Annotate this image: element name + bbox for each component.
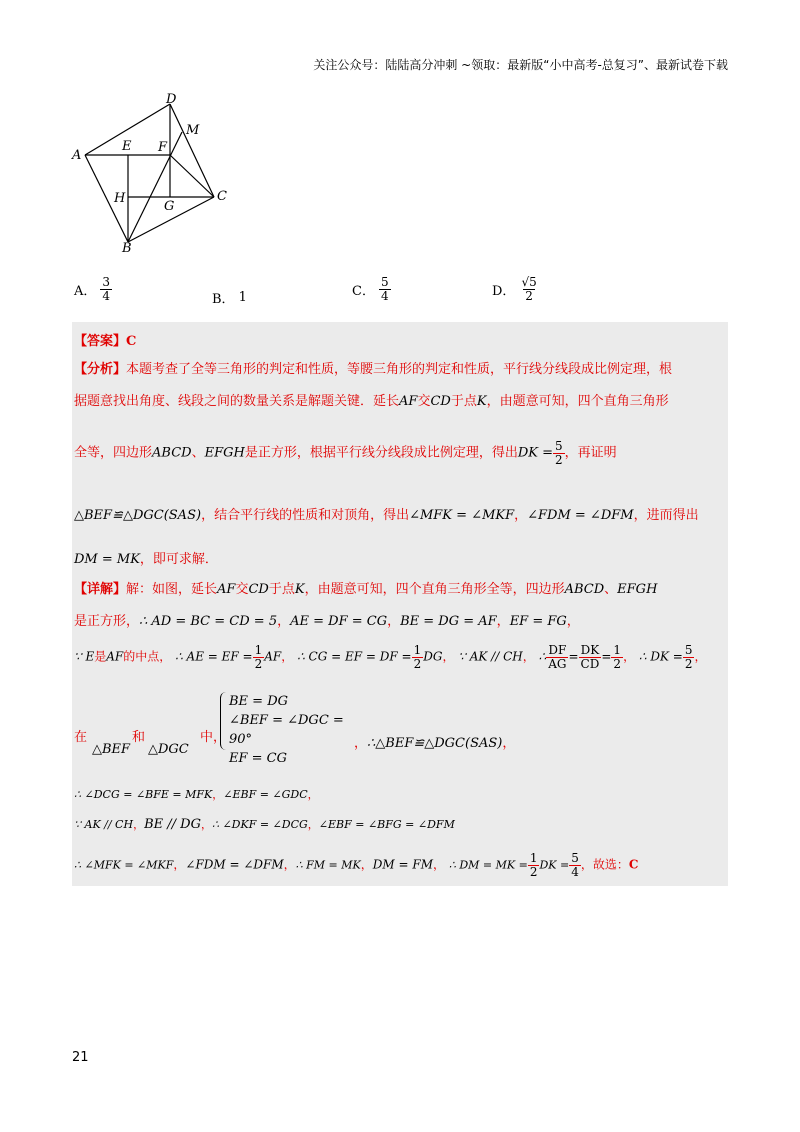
analysis-text-3b: 是正方形，根据平行线分线段成比例定理，得出	[244, 445, 518, 461]
geometry-figure	[66, 92, 236, 254]
math-abcd: ABCD	[564, 582, 605, 597]
fraction	[569, 852, 581, 878]
detail-line-1	[74, 578, 726, 597]
answer-value: C	[126, 334, 137, 349]
math-expr: ∠FDM = ∠DFM	[185, 857, 284, 872]
answer-line	[74, 330, 726, 349]
math-congruence: ∴△BEF≌△DGC(SAS)	[367, 736, 503, 751]
choice-d-letter: D．	[492, 283, 516, 299]
segment-fc	[170, 155, 214, 197]
math-expr: AE = DF = CG	[290, 614, 388, 629]
separator: ，	[694, 649, 707, 664]
frac-den: CD	[580, 656, 600, 671]
label-b: B	[122, 241, 132, 254]
frac-num: 1	[529, 851, 538, 865]
separator: ，	[212, 788, 224, 801]
detail-text: 解：如图，延长	[126, 582, 218, 597]
separator: ，	[623, 649, 636, 664]
math-dk: DK =	[517, 445, 554, 461]
fraction	[528, 852, 540, 878]
fraction	[253, 644, 265, 670]
math-cd: CD	[248, 582, 269, 597]
separator: 、	[191, 445, 205, 461]
separator: ，	[307, 818, 319, 831]
choice-c[interactable]	[352, 276, 391, 302]
frac-num: 1	[413, 643, 422, 657]
final-answer: C	[628, 857, 639, 872]
analysis-text-1: 本题考查了全等三角形的判定和性质，等腰三角形的判定和性质，平行线分线段成比例定理，根	[126, 362, 673, 377]
solution-panel	[72, 322, 728, 886]
analysis-tag: 【分析】	[74, 362, 127, 377]
detail-text: 于点	[268, 582, 295, 597]
detail-line-7	[74, 852, 726, 878]
sys-eq-3: EF = CG	[229, 751, 287, 766]
sys-eq-1: BE = DG	[229, 694, 289, 709]
frac-den: 2	[529, 864, 538, 879]
fraction	[412, 644, 424, 670]
frac-num: 5	[684, 643, 693, 657]
detail-line-3	[74, 644, 726, 670]
label-a: A	[72, 148, 82, 163]
math-expr: =	[568, 649, 579, 664]
separator: ，	[522, 649, 535, 664]
analysis-text-2b: 交	[417, 394, 431, 409]
choice-d-den: 2	[525, 288, 533, 303]
analysis-text-5a: ，即可求解．	[139, 552, 218, 567]
math-efgh: EFGH	[204, 445, 245, 461]
math-expr: ∴ AE = EF =	[175, 649, 253, 664]
math-cd: CD	[430, 394, 451, 409]
analysis-line-4	[74, 504, 726, 523]
analysis-line-5	[74, 548, 726, 567]
answer-choices	[72, 276, 732, 316]
math-triangle: △BEF	[92, 742, 131, 757]
math-expr: DK =	[539, 858, 570, 872]
math-angle-1: ∠MFK = ∠MKF	[409, 508, 515, 523]
math-af: AF	[399, 394, 418, 409]
math-expr: =	[601, 649, 612, 664]
choice-b[interactable]	[212, 288, 247, 307]
choice-c-letter: C．	[352, 283, 375, 299]
separator: ，	[354, 736, 368, 751]
separator: ，	[433, 857, 446, 872]
choice-d[interactable]	[492, 276, 539, 302]
math-expr: ∠EBF = ∠GDC	[223, 788, 308, 801]
analysis-line-2	[74, 390, 726, 409]
answer-tag: 【答案】	[74, 334, 127, 349]
detail-line-4-result	[354, 732, 726, 751]
separator: ，	[200, 818, 212, 831]
separator: ，	[307, 788, 319, 801]
separator: ，	[360, 857, 373, 872]
frac-num: 1	[254, 643, 263, 657]
math-expr: BE = DG = AF	[400, 614, 497, 629]
math-expr: DM = FM	[372, 857, 433, 872]
frac-num: 5	[555, 439, 563, 453]
choice-a[interactable]	[74, 276, 112, 302]
analysis-text-2a: 据题意找出角度、线段之间的数量关系是解题关键．延长	[74, 394, 400, 409]
separator: 、	[604, 582, 618, 597]
separator: ，	[496, 614, 510, 629]
analysis-text-4a: ，结合平行线的性质和对顶角，得出	[201, 508, 410, 523]
label-m: M	[186, 123, 200, 138]
math-dm-mk: DM = MK	[74, 552, 140, 567]
separator: ，	[514, 508, 528, 523]
detail-text: 是正方形，	[74, 614, 140, 629]
frac-den: 2	[413, 656, 422, 671]
math-expr: ∴ CG = EF = DF =	[297, 649, 412, 664]
math-abcd: ABCD	[152, 445, 192, 461]
math-expr: ∴ ∠DCG = ∠BFE = MFK	[74, 788, 213, 801]
fraction	[546, 644, 568, 670]
fraction	[683, 644, 695, 670]
math-expr: BE // DG	[144, 817, 201, 832]
choice-a-den: 4	[102, 288, 111, 303]
math-af: AF	[217, 582, 236, 597]
math-expr: DG	[423, 649, 443, 664]
fraction	[579, 644, 602, 670]
math-k: K	[294, 582, 305, 597]
fraction-5-2	[553, 440, 565, 466]
page-header: 关注公众号：陆陆高分冲刺 ~领取：最新版“小中高考-总复习”、最新试卷下载	[313, 58, 728, 72]
segment-dc	[170, 104, 214, 197]
math-expr: ∴	[538, 649, 547, 664]
frac-num: DK	[580, 643, 600, 657]
choice-b-value: 1	[238, 290, 247, 305]
separator: ，	[133, 818, 145, 831]
analysis-text-4b: ，进而得出	[633, 508, 699, 523]
math-expr: ∴ DK =	[638, 649, 683, 664]
detail-text: 中，	[200, 730, 227, 745]
math-expr: ∴ FM = MK	[295, 858, 361, 872]
detail-text: 的中点，	[123, 649, 172, 664]
math-efgh: EFGH	[617, 582, 658, 597]
choice-c-fraction	[379, 276, 391, 302]
detail-text: 是	[94, 649, 107, 664]
choice-c-num: 5	[380, 275, 389, 289]
choice-a-num: 3	[102, 275, 111, 289]
math-k: K	[476, 394, 487, 409]
detail-line-5	[74, 786, 726, 802]
frac-den: 4	[571, 864, 579, 879]
separator: ，	[277, 614, 291, 629]
label-g: G	[164, 199, 175, 214]
analysis-line-3	[74, 440, 726, 466]
math-angle-2: ∠FDM = ∠DFM	[527, 508, 634, 523]
frac-num: 5	[571, 851, 579, 865]
frac-den: 2	[254, 656, 263, 671]
analysis-text-3a: 全等，四边形	[74, 445, 153, 461]
math-expr: ∵ E	[74, 649, 95, 664]
choice-c-den: 4	[380, 288, 389, 303]
separator: ，	[442, 649, 455, 664]
math-expr: ∵ AK // CH	[74, 818, 134, 831]
frac-den: 2	[684, 656, 693, 671]
label-f: F	[158, 140, 168, 155]
detail-tag: 【详解】	[74, 582, 127, 597]
frac-den: 2	[613, 656, 622, 671]
fraction	[611, 644, 623, 670]
detail-text: ，故选：	[580, 857, 629, 872]
choice-a-fraction	[100, 276, 112, 302]
math-expr: ∵ AK // CH	[458, 649, 523, 664]
frac-num: 1	[613, 643, 622, 657]
math-expr: ∴ AD = BC = CD = 5	[139, 614, 278, 629]
choice-d-num: √5	[521, 275, 537, 289]
math-expr: AF	[264, 649, 282, 664]
frac-num: DF	[548, 643, 567, 657]
square-diagram	[66, 92, 236, 254]
math-congruence: △BEF≌△DGC(SAS)	[74, 508, 202, 523]
detail-text: 和	[132, 730, 146, 745]
math-expr: ∴ ∠MFK = ∠MKF	[74, 858, 174, 872]
label-d: D	[166, 92, 177, 107]
choice-a-letter: A．	[74, 283, 97, 299]
choice-d-fraction	[519, 276, 538, 302]
math-expr: ∠EBF = ∠BFG = ∠DFM	[318, 818, 455, 831]
separator: ，	[283, 857, 296, 872]
frac-den: AG	[548, 656, 567, 671]
label-h: H	[114, 191, 126, 206]
detail-line-2	[74, 610, 726, 629]
math-triangle: △DGC	[148, 742, 189, 757]
equation-system	[220, 692, 359, 766]
math-expr: ∴ ∠DKF = ∠DCG	[211, 818, 308, 831]
separator: ，	[281, 649, 294, 664]
math-expr: ∴ DM = MK =	[448, 858, 528, 872]
choice-b-letter: B．	[212, 292, 235, 307]
detail-text: ，由题意可知，四个直角三角形全等，四边形	[304, 582, 565, 597]
label-c: C	[217, 189, 227, 204]
page-number: 21	[72, 1050, 89, 1065]
sys-eq-2: ∠BEF = ∠DGC = 90°	[229, 713, 344, 747]
analysis-line-1	[74, 358, 726, 377]
separator: ，	[566, 614, 580, 629]
separator: ，	[173, 857, 186, 872]
label-e: E	[122, 139, 132, 154]
separator: ，	[387, 614, 401, 629]
detail-line-6	[74, 816, 726, 832]
detail-text: 在	[74, 730, 88, 745]
math-expr: EF = FG	[509, 614, 567, 629]
segment-bm	[128, 132, 182, 242]
analysis-text-2d: ，由题意可知，四个直角三角形	[486, 394, 669, 409]
separator: ，	[502, 736, 516, 751]
analysis-text-3c: ，再证明	[564, 445, 617, 461]
frac-den: 2	[555, 452, 563, 467]
math-af: AF	[106, 649, 124, 664]
detail-text: 交	[235, 582, 249, 597]
analysis-text-2c: 于点	[450, 394, 477, 409]
